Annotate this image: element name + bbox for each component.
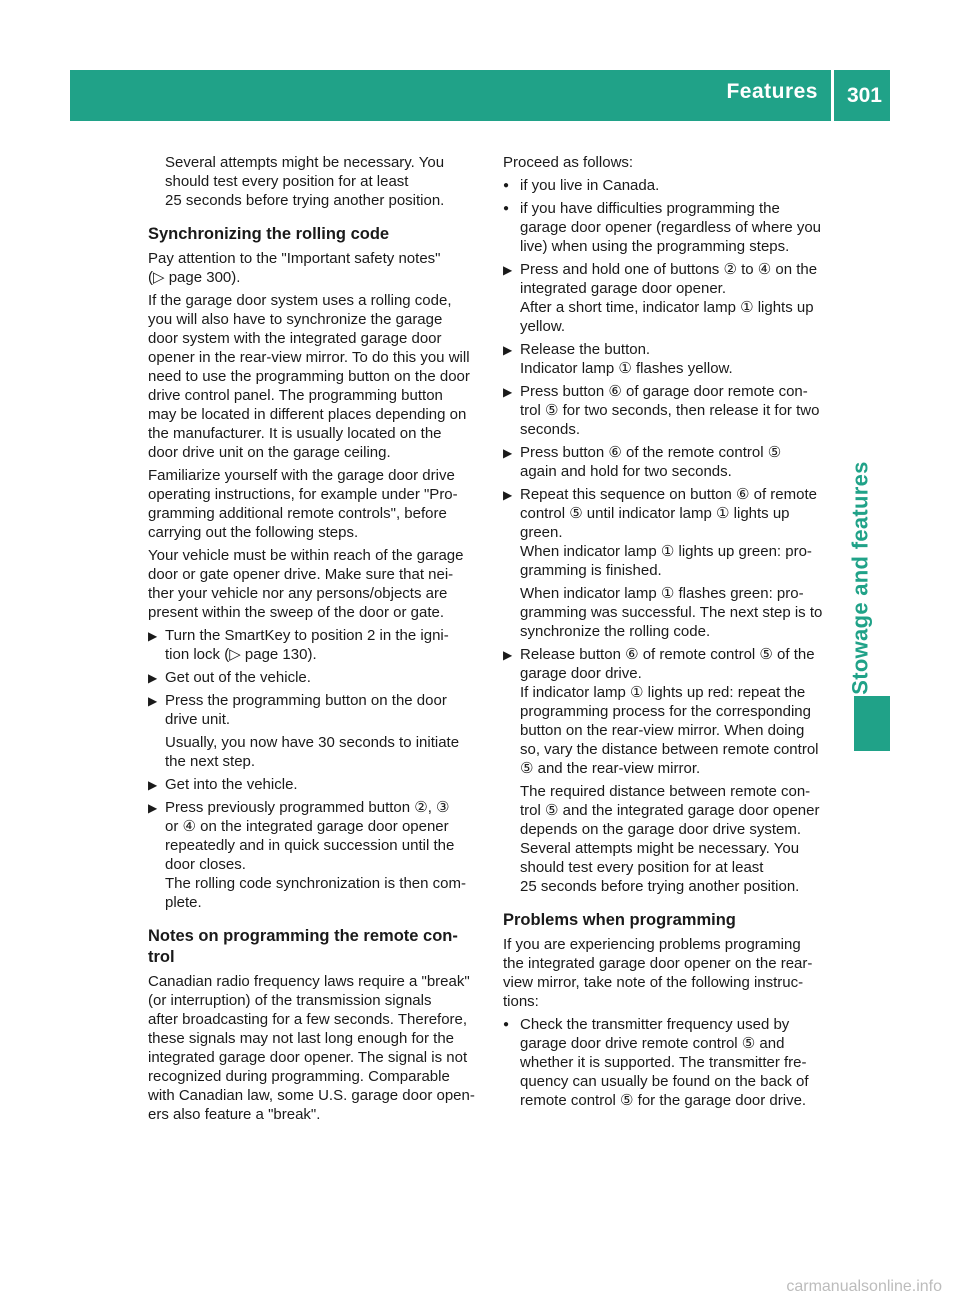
text-line: (or interruption) of the transmission signals	[148, 992, 432, 1009]
text-line: Press previously programmed button ②, ③	[165, 799, 450, 816]
section-heading: Synchronizing the rolling code	[148, 225, 390, 243]
bullet-item	[503, 1015, 837, 1110]
paragraph	[148, 249, 484, 287]
text-line: gramming is finished.	[520, 562, 662, 579]
text-line: door system with the integrated garage door	[148, 330, 442, 347]
step-arrow-icon: ▶	[148, 629, 158, 643]
paragraph	[503, 782, 837, 896]
text-line: Indicator lamp ① flashes yellow.	[520, 360, 733, 377]
text-line: remote control ⑤ for the garage door drive.	[520, 1092, 807, 1109]
text-line: the next step.	[165, 753, 256, 770]
right-text-column	[503, 153, 837, 1114]
text-line: garage door opener (regardless of where you	[520, 219, 822, 236]
step-arrow-icon: ▶	[148, 671, 158, 685]
instruction-step	[148, 626, 484, 664]
text-line: button on the rear-view mirror. When doing	[520, 722, 805, 739]
text-line: live) when using the programming steps.	[520, 238, 790, 255]
text-line: door or gate opener drive. Make sure that nei-	[148, 566, 454, 583]
paragraph	[503, 153, 837, 172]
text-line: integrated garage door opener. The signal is not	[148, 1049, 468, 1066]
text-line: the manufacturer. It is usually located on the	[148, 425, 442, 442]
text-line: Press the programming button on the door	[165, 692, 447, 709]
step-arrow-icon: ▶	[148, 694, 158, 708]
text-line: Several attempts might be necessary. You	[165, 154, 445, 171]
text-line: 25 seconds before trying another position.	[520, 878, 800, 895]
text-line: operating instructions, for example under "Pro-	[148, 486, 458, 503]
text-line: present within the sweep of the door or gate.	[148, 604, 445, 621]
text-line: Proceed as follows:	[503, 154, 634, 171]
text-line: Repeat this sequence on button ⑥ of remote	[520, 486, 817, 503]
text-line: may be located in different places depending on	[148, 406, 467, 423]
text-line: Press button ⑥ of the remote control ⑤	[520, 444, 782, 461]
instruction-step	[148, 775, 484, 794]
step-arrow-icon: ▶	[503, 488, 513, 502]
text-line: The required distance between remote con-	[520, 783, 811, 800]
text-line: green.	[520, 524, 563, 541]
instruction-step	[148, 668, 484, 687]
text-line: integrated garage door opener.	[520, 280, 726, 297]
text-line: if you live in Canada.	[520, 177, 660, 194]
text-line: drive unit.	[165, 711, 231, 728]
page-number: 301	[846, 84, 882, 107]
text-line: view mirror, take note of the following instruc-	[503, 974, 804, 991]
chapter-marker-block	[854, 696, 890, 751]
text-line: tions:	[503, 993, 539, 1010]
instruction-step	[503, 443, 837, 481]
heading-line: trol	[148, 948, 175, 966]
paragraph	[148, 291, 484, 462]
watermark: carmanualsonline.info	[786, 1278, 942, 1295]
text-line: drive control panel. The programming button	[148, 387, 443, 404]
text-line: Press button ⑥ of garage door remote con-	[520, 383, 808, 400]
instruction-step	[503, 340, 837, 378]
section-heading: Problems when programming	[503, 911, 736, 929]
text-line: whether it is supported. The transmitter fre-	[520, 1054, 807, 1071]
paragraph	[148, 153, 484, 210]
text-line: carrying out the following steps.	[148, 524, 359, 541]
page-header-bar	[70, 70, 890, 121]
text-line: recognized during programming. Comparable	[148, 1068, 450, 1085]
text-line: if you have difficulties programming the	[520, 200, 780, 217]
text-line: (▷ page 300).	[148, 269, 241, 286]
text-line: seconds.	[520, 421, 581, 438]
bullet-dot-icon: ●	[503, 1019, 510, 1030]
text-line: trol ⑤ for two seconds, then release it for two	[520, 402, 820, 419]
text-line: Your vehicle must be within reach of the garage	[148, 547, 464, 564]
text-line: the integrated garage door opener on the rear-	[503, 955, 813, 972]
bullet-item	[503, 199, 837, 256]
text-line: after broadcasting for a few seconds. Therefore,	[148, 1011, 468, 1028]
section-heading	[148, 926, 484, 968]
text-line: again and hold for two seconds.	[520, 463, 732, 480]
text-line: Canadian radio frequency laws require a "break"	[148, 973, 470, 990]
text-line: tion lock (▷ page 130).	[165, 646, 317, 663]
text-line: Release the button.	[520, 341, 651, 358]
text-line: trol ⑤ and the integrated garage door opener	[520, 802, 820, 819]
text-line: synchronize the rolling code.	[520, 623, 711, 640]
text-line: If the garage door system uses a rolling code,	[148, 292, 452, 309]
chapter-side-tab	[846, 448, 876, 708]
text-line: should test every position for at least	[520, 859, 764, 876]
text-line: opener in the rear-view mirror. To do this you will	[148, 349, 470, 366]
text-line: repeatedly and in quick succession until the	[165, 837, 455, 854]
text-line: Usually, you now have 30 seconds to initiate	[165, 734, 460, 751]
text-line: Get into the vehicle.	[165, 776, 298, 793]
text-line: Release button ⑥ of remote control ⑤ of the	[520, 646, 815, 663]
step-arrow-icon: ▶	[148, 778, 158, 792]
text-line: need to use the programming button on the door	[148, 368, 470, 385]
text-line: The rolling code synchronization is then com-	[165, 875, 466, 892]
text-line: If indicator lamp ① lights up red: repeat the	[520, 684, 806, 701]
text-line: quency can usually be found on the back of	[520, 1073, 809, 1090]
text-line: 25 seconds before trying another position.	[165, 192, 445, 209]
paragraph	[148, 972, 484, 1124]
text-line: ers also feature a "break".	[148, 1106, 321, 1123]
header-divider	[831, 70, 834, 121]
bullet-dot-icon: ●	[503, 203, 510, 214]
text-line: Get out of the vehicle.	[165, 669, 311, 686]
text-line: with Canadian law, some U.S. garage door open-	[148, 1087, 475, 1104]
text-line: ⑤ and the rear-view mirror.	[520, 760, 701, 777]
text-line: yellow.	[520, 318, 566, 335]
instruction-step	[503, 645, 837, 778]
text-line: Several attempts might be necessary. You	[520, 840, 800, 857]
step-arrow-icon: ▶	[503, 263, 513, 277]
text-line: When indicator lamp ① lights up green: pro-	[520, 543, 812, 560]
paragraph	[148, 733, 484, 771]
text-line: these signals may not last long enough for the	[148, 1030, 455, 1047]
text-line: door closes.	[165, 856, 246, 873]
bullet-dot-icon: ●	[503, 180, 510, 191]
text-line: so, vary the distance between remote control	[520, 741, 819, 758]
text-line: ther your vehicle nor any persons/objects are	[148, 585, 448, 602]
step-arrow-icon: ▶	[503, 648, 513, 662]
paragraph	[148, 466, 484, 542]
text-line: When indicator lamp ① flashes green: pro-	[520, 585, 804, 602]
step-arrow-icon: ▶	[148, 801, 158, 815]
instruction-step	[148, 691, 484, 729]
left-text-column	[148, 153, 484, 1128]
text-line: garage door drive.	[520, 665, 642, 682]
heading-line: Notes on programming the remote con-	[148, 927, 458, 945]
text-line: you will also have to synchronize the garage	[148, 311, 443, 328]
text-line: control ⑤ until indicator lamp ① lights up	[520, 505, 790, 522]
text-line: Turn the SmartKey to position 2 in the igni-	[165, 627, 449, 644]
text-line: door drive unit on the garage ceiling.	[148, 444, 391, 461]
text-line: Check the transmitter frequency used by	[520, 1016, 790, 1033]
text-line: plete.	[165, 894, 202, 911]
bullet-item	[503, 176, 837, 195]
text-line: or ④ on the integrated garage door opener	[165, 818, 449, 835]
text-line: garage door drive remote control ⑤ and	[520, 1035, 785, 1052]
text-line: depends on the garage door drive system.	[520, 821, 802, 838]
text-line: gramming was successful. The next step is to	[520, 604, 823, 621]
section-title: Features	[726, 80, 818, 103]
text-line: programming process for the corresponding	[520, 703, 811, 720]
text-line: Press and hold one of buttons ② to ④ on the	[520, 261, 818, 278]
paragraph	[503, 935, 837, 1011]
instruction-step	[503, 485, 837, 580]
instruction-step	[503, 260, 837, 336]
text-line: Familiarize yourself with the garage door drive	[148, 467, 455, 484]
step-arrow-icon: ▶	[503, 343, 513, 357]
instruction-step	[148, 798, 484, 912]
chapter-side-tab-label: Stowage and features	[848, 461, 874, 695]
instruction-step	[503, 382, 837, 439]
text-line: should test every position for at least	[165, 173, 409, 190]
step-arrow-icon: ▶	[503, 385, 513, 399]
paragraph	[148, 546, 484, 622]
step-arrow-icon: ▶	[503, 446, 513, 460]
text-line: gramming additional remote controls", before	[148, 505, 447, 522]
text-line: If you are experiencing problems programing	[503, 936, 801, 953]
paragraph	[503, 584, 837, 641]
text-line: Pay attention to the "Important safety notes"	[148, 250, 441, 267]
text-line: After a short time, indicator lamp ① lights up	[520, 299, 814, 316]
